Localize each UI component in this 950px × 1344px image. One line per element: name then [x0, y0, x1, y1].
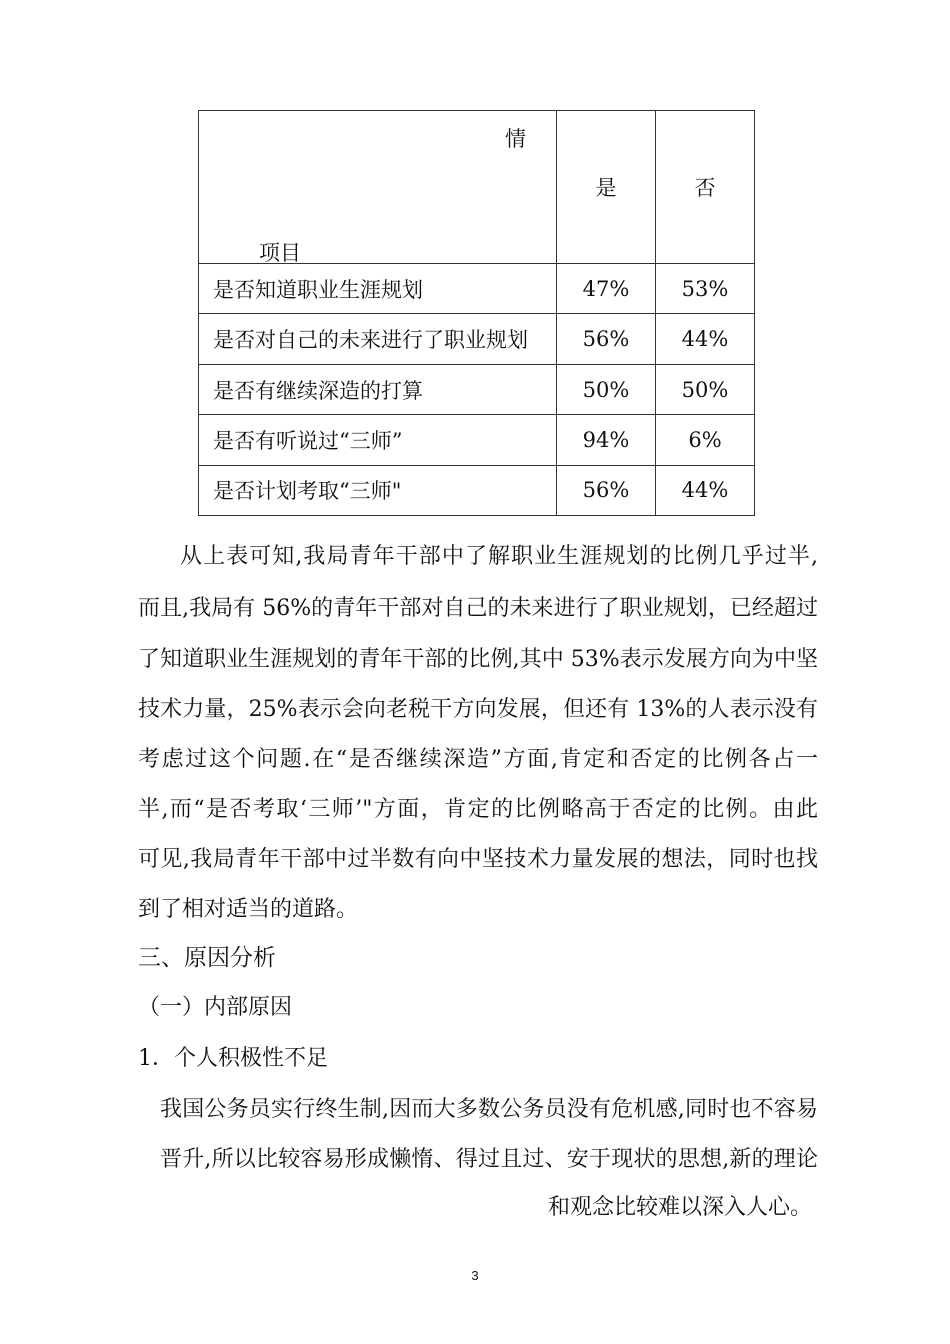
row-yes-value: 94%	[557, 415, 656, 465]
paragraph1-line: 而且,我局有 56%的青年干部对自己的未来进行了职业规划，已经超过	[138, 596, 818, 621]
row-label: 是否有听说过“三师”	[199, 415, 557, 465]
table-header-row	[199, 111, 755, 264]
row-label: 是否计划考取“三师"	[199, 465, 557, 515]
section-heading: 三、原因分析	[138, 945, 276, 971]
column-header-yes: 是	[557, 111, 656, 264]
row-no-value: 6%	[656, 415, 755, 465]
table-corner-cell	[199, 111, 557, 264]
table-row	[199, 415, 755, 465]
survey-table	[198, 110, 755, 516]
table-row	[199, 264, 755, 314]
subsection-heading: （一）内部原因	[138, 995, 293, 1020]
page-number: 3	[471, 1268, 479, 1283]
item-heading: 1．个人积极性不足	[138, 1046, 328, 1071]
paragraph1-line: 了知道职业生涯规划的青年干部的比例,其中 53%表示发展方向为中坚	[138, 647, 818, 672]
paragraph2-line: 我国公务员实行终生制,因而大多数公务员没有危机感,同时也不容易	[160, 1097, 818, 1122]
table-row	[199, 364, 755, 414]
corner-label-top: 情	[505, 127, 526, 151]
row-no-value: 44%	[656, 314, 755, 364]
table-row	[199, 465, 755, 515]
paragraph1-line: 到了相对适当的道路。	[138, 897, 359, 922]
row-yes-value: 56%	[557, 314, 656, 364]
row-no-value: 50%	[656, 364, 755, 414]
paragraph1-line: 半,而“是否考取‘三师’"方面，肯定的比例略高于否定的比例。由此	[138, 797, 818, 822]
row-label: 是否知道职业生涯规划	[199, 264, 557, 314]
paragraph2-line: 和观念比较难以深入人心。	[548, 1195, 813, 1220]
paragraph1-line: 可见,我局青年干部中过半数有向中坚技术力量发展的想法，同时也找	[138, 847, 818, 872]
row-yes-value: 47%	[557, 264, 656, 314]
row-no-value: 44%	[656, 465, 755, 515]
row-label: 是否有继续深造的打算	[199, 364, 557, 414]
table-row	[199, 314, 755, 364]
row-no-value: 53%	[656, 264, 755, 314]
corner-label-bottom: 项目	[259, 241, 301, 265]
paragraph1-line: 考虑过这个问题.在“是否继续深造”方面,肯定和否定的比例各占一	[138, 747, 818, 772]
row-yes-value: 56%	[557, 465, 656, 515]
row-label: 是否对自己的未来进行了职业规划	[199, 314, 557, 364]
paragraph1-line: 从上表可知,我局青年干部中了解职业生涯规划的比例几乎过半,	[180, 544, 818, 569]
row-yes-value: 50%	[557, 364, 656, 414]
paragraph1-line: 技术力量，25%表示会向老税干方向发展，但还有 13%的人表示没有	[138, 697, 818, 722]
paragraph2-line: 晋升,所以比较容易形成懒惰、得过且过、安于现状的思想,新的理论	[160, 1147, 818, 1172]
column-header-no: 否	[656, 111, 755, 264]
